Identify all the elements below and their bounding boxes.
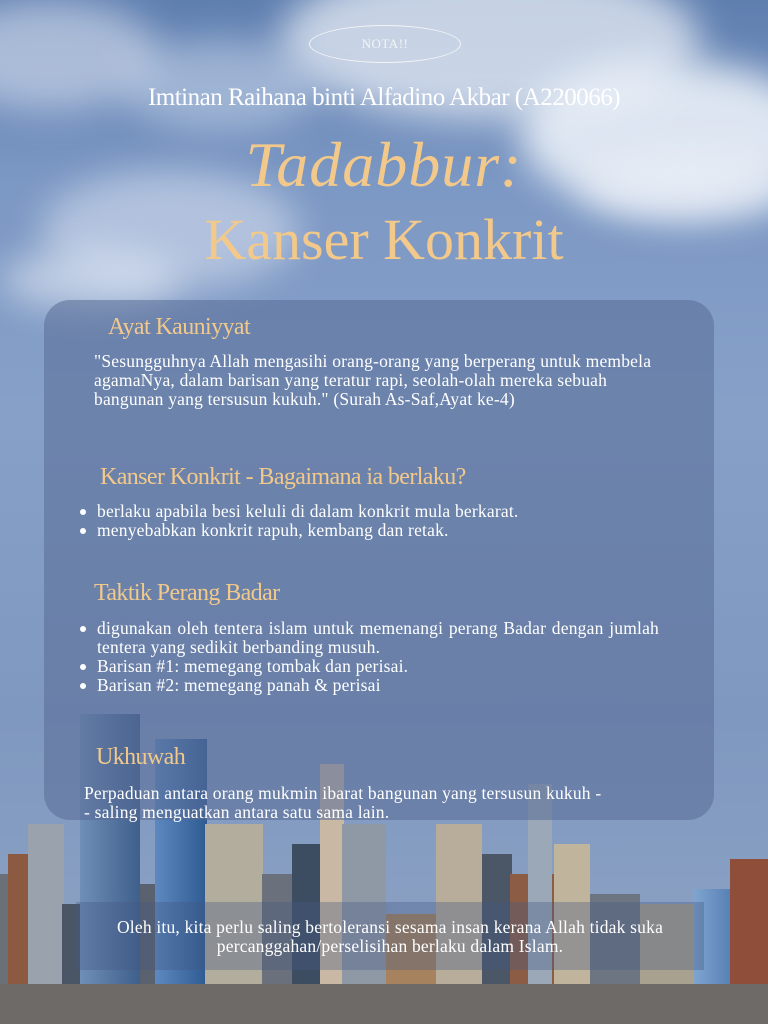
author-name: Imtinan Raihana binti Alfadino Akbar (A220066): [147, 84, 621, 111]
nota-badge: NOTA!!: [309, 25, 461, 63]
list-item: menyebabkan konkrit rapuh, kembang dan retak.: [76, 521, 676, 540]
heading-kanser-konkrit: Kanser Konkrit - Bagaimana ia berlaku?: [100, 464, 466, 490]
list-item: digunakan oleh tentera islam untuk memenangi perang Badar dengan jumlah tentera yang sedikit berbanding musuh.: [76, 619, 659, 657]
kanser-bullet-list: [76, 502, 676, 540]
list-item: berlaku apabila besi keluli di dalam konkrit mula berkarat.: [76, 502, 676, 521]
title-line-2: Kanser Konkrit: [204, 207, 564, 272]
closing-statement: Oleh itu, kita perlu saling bertoleransi sesama insan kerana Allah tidak suka percanggahan/perselisihan berlaku dalam Islam.: [116, 917, 664, 956]
taktik-bullet-list: [76, 619, 659, 695]
list-item: Barisan #2: memegang panah & perisai: [76, 676, 659, 695]
list-item: Barisan #1: memegang tombak dan perisai.: [76, 657, 659, 676]
ayat-quote: "Sesungguhnya Allah mengasihi orang-orang yang berperang untuk membela agamaNya, dalam barisan yang teratur rapi, seolah-olah mereka sebuah bangunan yang tersusun kukuh." (Surah As-Saf,Ayat ke-4): [94, 351, 652, 409]
heading-ukhuwah: Ukhuwah: [96, 744, 186, 770]
ukhuwah-text: Perpaduan antara orang mukmin ibarat bangunan yang tersusun kukuh -- saling menguatkan antara satu sama lain.: [84, 783, 602, 822]
heading-ayat-kauniyyat: Ayat Kauniyyat: [108, 314, 251, 340]
heading-taktik-perang-badar: Taktik Perang Badar: [94, 580, 280, 606]
title-line-1: Tadabbur:: [245, 129, 523, 200]
